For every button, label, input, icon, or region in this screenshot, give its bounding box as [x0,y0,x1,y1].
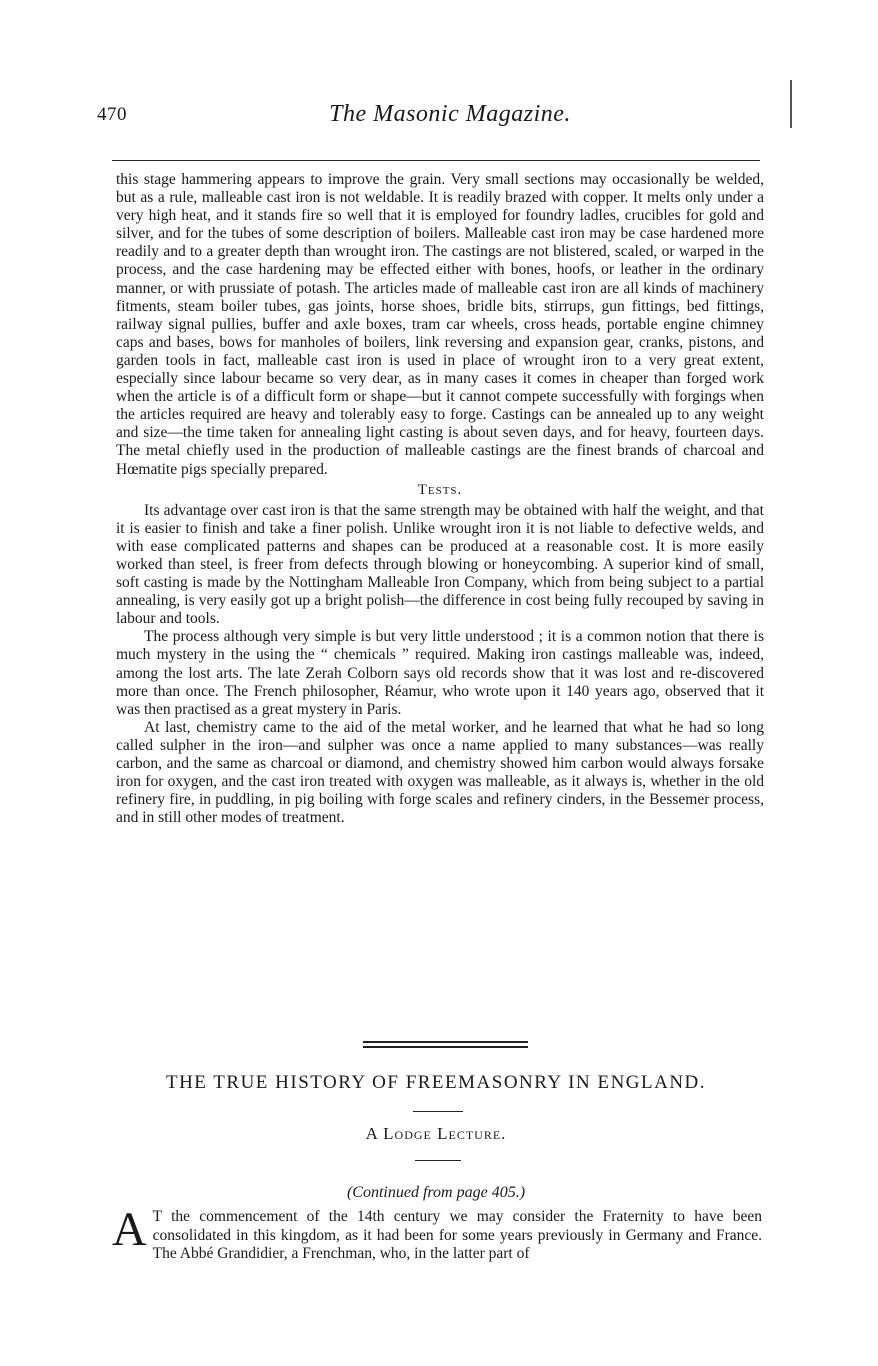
article-one-body [116,171,764,827]
tests-paragraph-1: Its advantage over cast iron is that the same strength may be obtained with half the weight, and that it is easier to finish and take a finer polish. Unlike wrought iron it is not liable to defective welds, and with ease complicated patterns and shapes can be produced at a reasonable cost. It is more easily worked than steel, is freer from defects through blowing or honeycombing. A superior kind of small, soft casting is made by the Nottingham Malleable Iron Company, which from being subject to a partial annealing, is very easily got up a bright polish—the difference in cost being fully recouped by saving in labour and tools. [116,501,764,628]
lecture-opening-text: T the commencement of the 14th century we may consider the Fraternity to have been consolidated in this kingdom, as it had been for some years previously in Germany and France. The Abbé Grandidier, a Frenchman, who, in the latter part of [152,1208,762,1262]
page-edge-mark [790,80,792,128]
double-rule-divider [363,1041,528,1048]
tests-paragraph-3: At last, chemistry came to the aid of the metal worker, and he learned that what he had so long called sulpher in the iron—and sulpher was once a name applied to many substances—was really carbon, and the same as charcoal or diamond, and chemistry showed him carbon would always forsake iron for oxygen, and the cast iron treated with oxygen was malleable, as it always is, whether in the old refinery fire, in puddling, in pig boiling with forge scales and refinery cinders, in the Bessemer process, and in still other modes of treatment. [116,718,764,827]
drop-cap: A [112,1203,147,1256]
tests-paragraph-2: The process although very simple is but very little understood ; it is a common notion that there is much mystery in the using the “ chemicals ” required. Making iron castings malleable was, indeed, among the lost arts. The late Zerah Colborn says old records show that it was lost and re-discovered more than once. The French philosopher, Réamur, who wrote upon it 140 years ago, observed that it was then practised as a great mystery in Paris. [116,628,764,718]
article-subtitle: A Lodge Lecture. [365,1124,507,1143]
header-rule [112,160,760,161]
section-heading-tests: Tests. [417,481,463,498]
article-title: THE TRUE HISTORY OF FREEMASONRY IN ENGLAND. [165,1072,707,1093]
article-one-paragraph-1: this stage hammering appears to improve the grain. Very small sections may occasionally be welded, but as a rule, malleable cast iron is not weldable. It is readily brazed with copper. It melts only under a very high heat, and it stands fire so well that it is employed for foundry ladles, crucibles for gold and silver, and for the tubes of some description of boilers. Malleable cast iron may be case hardened more readily and to a greater depth than wrought iron. The castings are not blistered, scaled, or warped in the process, and the case hardening may be effected either with bones, hoofs, or leather in the ordinary manner, or with prussiate of potash. The articles made of malleable cast iron are all kinds of machinery fitments, steam boiler tubes, gas joints, horse shoes, bridle bits, stirrups, gun fittings, bed fittings, railway signal pullies, buffer and axle boxes, tram car wheels, cross heads, portable engine chimney caps and bases, bows for manholes of boilers, link reversing and expansion gear, cranks, pistons, and garden tools in fact, malleable cast iron is used in place of wrought iron to a very great extent, especially since labour became so very dear, as in many cases it comes in cheaper than forged work when the article is of a difficult form or shape—but it cannot compete successfully with forgings when the articles required are heavy and tolerably easy to forge. Castings can be annealed up to any weight and size—the time taken for annealing light casting is about seven days, and for heavy, fourteen days. The metal chiefly used in the production of malleable castings are the finest brands of charcoal and Hœmatite pigs specially prepared. [116,171,764,478]
title-rule [413,1111,463,1112]
lecture-body [112,1203,762,1264]
page-number: 470 [97,104,127,125]
lecture-paragraph-1 [112,1203,762,1264]
running-head: The Masonic Magazine. [329,101,571,127]
continued-note: (Continued from page 405.) [346,1184,526,1201]
subtitle-rule [415,1160,461,1161]
